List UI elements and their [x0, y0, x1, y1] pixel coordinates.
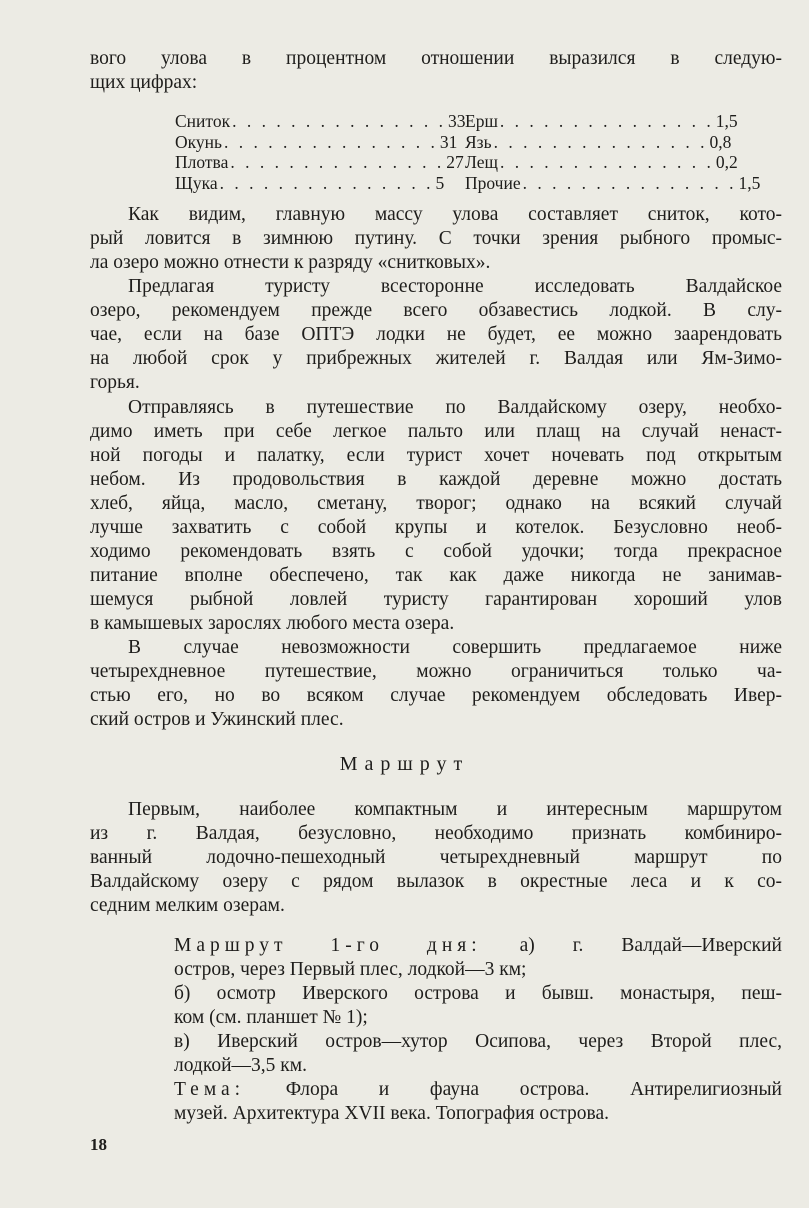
dot-leader: . . . . . . . . . . . . . . .: [224, 131, 438, 152]
fish-percent: 27: [446, 152, 464, 172]
fish-name: Сниток: [175, 111, 231, 131]
text-line: ванный лодочно-пешеходный четырехдневный маршрут по: [90, 847, 782, 868]
day1-route-a: а) г. Валдай—Иверский: [481, 935, 782, 956]
text-line: лодкой—3,5 км.: [174, 1055, 307, 1076]
text-line: хлеб, яйца, масло, сметану, творог; однако на всякий случай: [90, 493, 782, 514]
text-line: Валдайскому озеру с рядом вылазок в окрестные леса и к со-: [90, 871, 782, 892]
text-line: ский остров и Ужинский плес.: [90, 709, 344, 730]
text-line: Как видим, главную массу улова составляет сниток, кото-: [128, 204, 782, 225]
dot-leader: . . . . . . . . . . . . . . .: [493, 131, 708, 152]
text-line: горья.: [90, 372, 140, 393]
text-line: музей. Архитектура XVII века. Топография острова.: [174, 1103, 610, 1124]
text-line: небом. Из продовольствия в каждой деревне можно достать: [90, 469, 782, 490]
text-line: из г. Валдая, безусловно, необходимо признать комбиниро-: [90, 823, 782, 844]
text-line: ком (см. планшет № 1);: [174, 1007, 368, 1028]
text-line: озеро, рекомендуем прежде всего обзавестись лодкой. В слу-: [90, 300, 782, 321]
page-number: 18: [90, 1135, 107, 1154]
fish-name: Ерш: [465, 111, 498, 131]
fish-percent: 0,8: [709, 131, 732, 152]
catch-table-left: [175, 111, 466, 193]
dot-leader: . . . . . . . . . . . . . . .: [500, 152, 714, 172]
text-line: чае, если на базе ОПТЭ лодки не будет, ее можно заарендовать: [90, 324, 782, 345]
theme-line: [174, 1078, 782, 1102]
text-line: димо иметь при себе легкое пальто или плащ на случай ненаст-: [90, 421, 782, 442]
text-line: питание вполне обеспечено, так как даже никогда не занимав-: [90, 565, 782, 586]
text-line: вого улова в процентном отношении выразился в следую-: [90, 48, 782, 69]
text-line: в камышевых зарослях любого места озера.: [90, 613, 455, 634]
text-line: стью его, но во всяком случае рекомендуем обследовать Ивер-: [90, 685, 782, 706]
table-row: [175, 152, 464, 173]
text-line: лучше захватить с собой крупы и котелок. Безусловно необ-: [90, 517, 782, 538]
table-row: [465, 131, 732, 153]
table-row: [465, 172, 761, 194]
day1-line: [174, 934, 782, 958]
table-row: [175, 172, 445, 194]
fish-name: Плотва: [175, 152, 229, 172]
fish-name: Лещ: [465, 152, 498, 172]
text-line: Отправляясь в путешествие по Валдайскому озеру, необхо-: [128, 397, 782, 418]
table-row: [465, 152, 738, 173]
dot-leader: . . . . . . . . . . . . . . .: [232, 111, 446, 131]
text-line: в) Иверский остров—хутор Осипова, через Второй плес,: [174, 1031, 782, 1052]
section-heading: Маршрут: [339, 753, 470, 775]
catch-table-right: [465, 111, 761, 193]
dot-leader: . . . . . . . . . . . . . . .: [522, 172, 737, 193]
fish-name: Язь: [465, 131, 492, 152]
text-line: ла озеро можно отнести к разряду «снитковых».: [90, 252, 491, 273]
text-line: на любой срок у прибрежных жителей г. Валдая или Ям-Зимо-: [90, 348, 782, 369]
fish-percent: 31: [439, 131, 458, 152]
text-line: остров, через Первый плес, лодкой—3 км;: [174, 959, 527, 980]
dot-leader: . . . . . . . . . . . . . . .: [230, 152, 445, 172]
text-line: Первым, наиболее компактным и интересным маршрутом: [128, 799, 782, 820]
text-line: шемуся рыбной ловлей туристу гарантирован хороший улов: [90, 589, 782, 610]
text-line: Предлагая туристу всесторонне исследовать Валдайское: [128, 276, 782, 297]
text-line: В случае невозможности совершить предлагаемое ниже: [128, 637, 782, 658]
fish-percent: 33: [447, 111, 466, 131]
text-line: седним мелким озерам.: [90, 895, 285, 916]
fish-percent: 5: [435, 172, 445, 193]
dot-leader: . . . . . . . . . . . . . . .: [219, 172, 434, 193]
day1-label: Маршрут 1-го дня:: [174, 935, 482, 956]
fish-percent: 1,5: [738, 172, 761, 193]
text-line: рый ловится в зимнюю путину. С точки зрения рыбного промыс-: [90, 228, 782, 249]
table-row: [175, 111, 466, 132]
fish-percent: 0,2: [715, 152, 738, 172]
table-row: [465, 111, 738, 132]
fish-percent: 1,5: [715, 111, 738, 131]
text-line: щих цифрах:: [90, 72, 198, 93]
fish-name: Прочие: [465, 172, 521, 193]
fish-name: Щука: [175, 172, 218, 193]
text-line: ной погоды и палатку, если турист хочет ночевать под открытым: [90, 445, 782, 466]
text-line: четырехдневное путешествие, можно ограничиться только ча-: [90, 661, 782, 682]
fish-name: Окунь: [175, 131, 222, 152]
theme-label: Тема:: [174, 1079, 246, 1100]
text-line: б) осмотр Иверского острова и бывш. монастыря, пеш-: [174, 983, 782, 1004]
table-row: [175, 131, 458, 153]
theme-text: Флора и фауна острова. Антирелигиозный: [245, 1079, 782, 1100]
text-line: ходимо рекомендовать взять с собой удочки; тогда прекрасное: [90, 541, 782, 562]
dot-leader: . . . . . . . . . . . . . . .: [499, 111, 714, 131]
